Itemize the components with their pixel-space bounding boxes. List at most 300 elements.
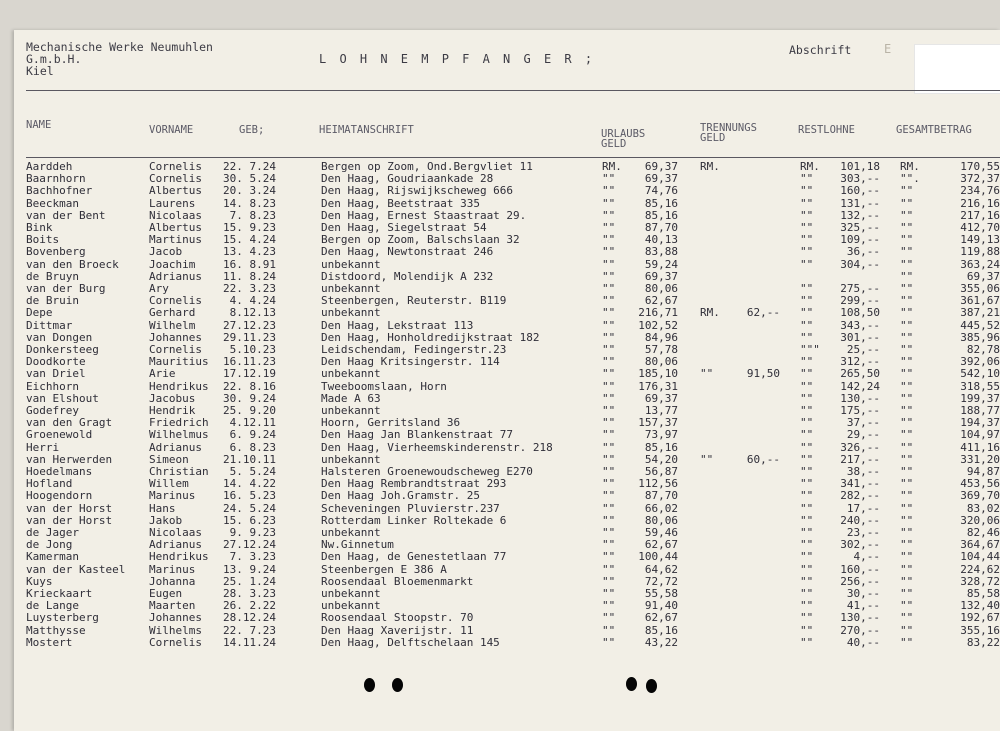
row-heimat: Den Haag, de Genestetlaan 77 [321, 550, 507, 564]
row-geb: 14.11.24 [223, 635, 276, 649]
row-name: van den Broeck [26, 257, 119, 271]
row-gesamt-cur: "" [900, 404, 914, 417]
row-trennung-cur: "" [700, 367, 714, 381]
row-geb: 30. 5.24 [223, 172, 276, 186]
row-name: Depe [26, 306, 53, 320]
row-geb: 15. 6.23 [223, 513, 276, 527]
row-gesamt: 331,20 [960, 452, 1000, 466]
row-rest-cur: "" [800, 233, 814, 247]
row-geb: 28. 3.23 [223, 587, 276, 600]
row-rest-cur: "" [800, 635, 814, 649]
row-gesamt: 170,55 [960, 160, 1000, 173]
row-gesamt-cur: "" [900, 208, 914, 222]
row-name: Krieckaart [26, 587, 93, 600]
row-rest-cur: "" [800, 465, 814, 478]
row-name: Hoogendorn [26, 489, 93, 503]
row-heimat: Den Haag, Delftschelaan 145 [321, 635, 500, 649]
row-heimat: Den Haag Rembrandtstraat 293 [321, 477, 507, 491]
row-name: Godefrey [26, 404, 79, 417]
row-vorname: Wilhelms [149, 623, 202, 637]
row-urlaub-cur: "" [602, 208, 616, 222]
row-gesamt: 85,58 [966, 587, 1000, 600]
row-urlaub: 85,16 [644, 623, 678, 637]
row-gesamt: 234,76 [960, 184, 1000, 198]
row-urlaub: 62,67 [644, 611, 678, 625]
row-gesamt-cur: "" [900, 379, 914, 393]
row-rest-cur: "" [800, 452, 814, 466]
row-heimat: Den Haag, Honholdredijkstraat 182 [321, 330, 540, 344]
row-heimat: unbekannt [321, 367, 381, 381]
row-rest: 4,-- [853, 550, 880, 564]
row-geb: 16. 8.91 [223, 257, 276, 271]
row-geb: 22. 7.24 [223, 160, 276, 173]
row-urlaub: 87,70 [644, 221, 678, 234]
row-geb: 9. 9.23 [229, 526, 276, 539]
row-heimat: Den Haag Joh.Gramstr. 25 [321, 489, 480, 503]
row-rest-cur: "" [800, 184, 814, 198]
row-vorname: Wilhelmus [149, 428, 209, 442]
row-urlaub: 40,13 [644, 233, 678, 247]
row-vorname: Adrianus [149, 269, 202, 283]
row-heimat: Den Haag, Lekstraat 113 [321, 318, 474, 332]
row-gesamt-cur: "" [900, 513, 914, 527]
row-rest-cur: "" [800, 245, 814, 259]
row-geb: 27.12.23 [223, 318, 276, 332]
row-rest: 160,-- [840, 562, 880, 576]
row-geb: 5. 5.24 [229, 465, 276, 478]
row-urlaub: 83,88 [644, 245, 678, 259]
row-gesamt-cur: "" [900, 282, 914, 295]
row-urlaub-cur: "" [602, 428, 616, 442]
col-header-heimat: HEIMATANSCHRIFT [319, 124, 414, 136]
row-urlaub-cur: "" [602, 196, 616, 210]
row-gesamt: 188,77 [960, 404, 1000, 417]
row-gesamt: 194,37 [960, 416, 1000, 430]
row-urlaub: 59,24 [644, 257, 678, 271]
row-urlaub-cur: "" [602, 318, 616, 332]
row-heimat: Nw.Ginnetum [321, 538, 394, 552]
row-urlaub-cur: "" [602, 269, 616, 283]
row-vorname: Cornelis [149, 635, 202, 649]
row-gesamt: 355,06 [960, 282, 1000, 295]
row-rest: 217,-- [840, 452, 880, 466]
row-urlaub-cur: "" [602, 550, 616, 564]
row-rest-cur: "" [800, 416, 814, 430]
row-name: Groenewold [26, 428, 93, 442]
table-row [14, 563, 1000, 576]
table-row [14, 172, 1000, 185]
row-rest: 265,50 [840, 367, 880, 381]
row-urlaub: 62,67 [644, 538, 678, 552]
row-trennung: 91,50 [746, 367, 780, 381]
row-gesamt: 318,55 [960, 379, 1000, 393]
row-heimat: unbekannt [321, 404, 381, 417]
row-urlaub-cur: "" [602, 623, 616, 637]
table-row [14, 514, 1000, 527]
row-gesamt: 387,21 [960, 306, 1000, 320]
row-vorname: Johannes [149, 330, 202, 344]
row-rest: 275,-- [840, 282, 880, 295]
row-gesamt: 392,06 [960, 355, 1000, 369]
white-label-tag [914, 44, 1000, 94]
row-gesamt-cur: "" [900, 428, 914, 442]
row-heimat: Den Haag, Beetstraat 335 [321, 196, 480, 210]
row-rest: 270,-- [840, 623, 880, 637]
row-urlaub: 69,37 [644, 391, 678, 405]
row-rest-cur: "" [800, 599, 814, 613]
row-urlaub: 80,06 [644, 513, 678, 527]
row-geb: 17.12.19 [223, 367, 276, 381]
table-row [14, 575, 1000, 588]
row-gesamt: 372,37 [960, 172, 1000, 186]
table-row [14, 502, 1000, 515]
row-rest-cur: "" [800, 562, 814, 576]
table-row [14, 184, 1000, 197]
row-urlaub: 91,40 [644, 599, 678, 613]
row-heimat: Den Haag, Siegelstraat 54 [321, 221, 487, 234]
table-row [14, 538, 1000, 551]
row-urlaub-cur: "" [602, 587, 616, 600]
row-vorname: Albertus [149, 184, 202, 198]
row-geb: 13. 4.23 [223, 245, 276, 259]
row-vorname: Hendrik [149, 404, 196, 417]
row-rest-cur: "" [800, 501, 814, 515]
row-geb: 5.10.23 [229, 343, 276, 356]
row-rest: 326,-- [840, 440, 880, 454]
row-name: Baarnhorn [26, 172, 86, 186]
row-gesamt: 104,97 [960, 428, 1000, 442]
row-urlaub: 216,71 [638, 306, 678, 320]
row-vorname: Marinus [149, 562, 196, 576]
row-gesamt-cur: "" [900, 587, 914, 600]
row-gesamt: 361,67 [960, 294, 1000, 308]
row-rest-cur: "" [800, 306, 814, 320]
col-header-urlaub: URLAUBS GELD [601, 128, 646, 150]
row-gesamt-cur: "" [900, 269, 914, 283]
row-name: de Jager [26, 526, 79, 539]
row-gesamt-cur: "" [900, 477, 914, 491]
row-trennung: 62,-- [746, 306, 780, 320]
row-name: Kuys [26, 574, 53, 588]
row-name: Bink [26, 221, 53, 234]
row-vorname: Jacob [149, 245, 183, 259]
row-urlaub: 64,62 [644, 562, 678, 576]
row-gesamt: 411,16 [960, 440, 1000, 454]
row-gesamt-cur: "" [900, 330, 914, 344]
table-row [14, 428, 1000, 441]
row-rest: 142,24 [840, 379, 880, 393]
table-row [14, 306, 1000, 319]
row-heimat: Made A 63 [321, 391, 381, 405]
row-urlaub: 13,77 [644, 404, 678, 417]
row-heimat: Bergen op Zoom, Balschslaan 32 [321, 233, 520, 247]
row-gesamt: 363,24 [960, 257, 1000, 271]
row-rest-cur: "" [800, 550, 814, 564]
table-row [14, 526, 1000, 539]
row-name: van Elshout [26, 391, 99, 405]
row-gesamt-cur: "" [900, 440, 914, 454]
row-heimat: unbekannt [321, 306, 381, 320]
row-gesamt-cur: "" [900, 367, 914, 381]
row-gesamt: 369,70 [960, 489, 1000, 503]
row-rest-cur: "" [800, 294, 814, 308]
row-rest-cur: "" [800, 428, 814, 442]
row-gesamt-cur: "" [900, 562, 914, 576]
row-heimat: Roosendaal Stoopstr. 70 [321, 611, 474, 625]
row-geb: 14. 8.23 [223, 196, 276, 210]
row-urlaub: 69,37 [644, 269, 678, 283]
row-vorname: Laurens [149, 196, 196, 210]
row-rest: 256,-- [840, 574, 880, 588]
table-row [14, 160, 1000, 173]
row-urlaub: 69,37 [644, 160, 678, 173]
row-vorname: Cornelis [149, 172, 202, 186]
row-trennung: 60,-- [746, 452, 780, 466]
row-vorname: Friedrich [149, 416, 209, 430]
row-urlaub: 85,16 [644, 440, 678, 454]
row-heimat: unbekannt [321, 452, 381, 466]
punch-hole [392, 678, 403, 692]
row-gesamt-cur: "" [900, 257, 914, 271]
row-urlaub-cur: "" [602, 489, 616, 503]
row-heimat: Hoorn, Gerritsland 36 [321, 416, 461, 430]
row-gesamt: 149,13 [960, 233, 1000, 247]
row-rest-cur: "" [800, 489, 814, 503]
row-geb: 14. 4.22 [223, 477, 276, 491]
row-urlaub-cur: "" [602, 562, 616, 576]
table-row [14, 197, 1000, 210]
row-rest-cur: "" [800, 282, 814, 295]
table-row [14, 416, 1000, 429]
row-vorname: Ary [149, 282, 169, 295]
row-gesamt-cur: "" [900, 623, 914, 637]
row-rest: 343,-- [840, 318, 880, 332]
row-heimat: unbekannt [321, 599, 381, 613]
row-geb: 29.11.23 [223, 330, 276, 344]
row-vorname: Christian [149, 465, 209, 478]
row-name: van Dongen [26, 330, 93, 344]
col-header-vorname: VORNAME [149, 124, 194, 136]
row-vorname: Cornelis [149, 343, 202, 356]
row-heimat: Den Haag Xaverijstr. 11 [321, 623, 474, 637]
row-geb: 7. 3.23 [229, 550, 276, 564]
row-name: Bachhofner [26, 184, 93, 198]
row-gesamt-cur: "" [900, 611, 914, 625]
row-urlaub-cur: "" [602, 513, 616, 527]
row-gesamt-cur: "" [900, 233, 914, 247]
row-rest: 109,-- [840, 233, 880, 247]
row-geb: 15. 9.23 [223, 221, 276, 234]
row-gesamt: 69,37 [966, 269, 1000, 283]
row-heimat: Leidschendam, Fedingerstr.23 [321, 343, 507, 356]
table-row [14, 380, 1000, 393]
row-vorname: Johannes [149, 611, 202, 625]
row-heimat: Distdoord, Molendijk A 232 [321, 269, 494, 283]
row-rest: 304,-- [840, 257, 880, 271]
row-urlaub-cur: "" [602, 526, 616, 539]
row-name: Kamerman [26, 550, 79, 564]
row-rest-cur: RM. [800, 160, 820, 173]
table-row [14, 599, 1000, 612]
row-geb: 4. 4.24 [229, 294, 276, 308]
table-row [14, 477, 1000, 490]
row-urlaub-cur: "" [602, 294, 616, 308]
table-row [14, 270, 1000, 283]
row-vorname: Cornelis [149, 294, 202, 308]
row-heimat: Scheveningen Pluvierstr.237 [321, 501, 500, 515]
row-gesamt-cur: "" [900, 355, 914, 369]
row-urlaub-cur: "" [602, 599, 616, 613]
row-rest-cur: "" [800, 379, 814, 393]
row-urlaub: 87,70 [644, 489, 678, 503]
row-name: de Lange [26, 599, 79, 613]
row-gesamt: 320,06 [960, 513, 1000, 527]
row-urlaub-cur: "" [602, 416, 616, 430]
row-heimat: Roosendaal Bloemenmarkt [321, 574, 474, 588]
row-vorname: Maarten [149, 599, 196, 613]
row-urlaub: 56,87 [644, 465, 678, 478]
row-rest: 29,-- [846, 428, 880, 442]
row-urlaub-cur: "" [602, 391, 616, 405]
row-rest: 40,-- [846, 635, 880, 649]
row-urlaub: 43,22 [644, 635, 678, 649]
row-geb: 13. 9.24 [223, 562, 276, 576]
row-name: Luysterberg [26, 611, 99, 625]
row-heimat: unbekannt [321, 257, 381, 271]
table-row [14, 355, 1000, 368]
company-line-3: Kiel [26, 64, 54, 78]
row-gesamt-cur: "" [900, 184, 914, 198]
row-rest-cur: "" [800, 391, 814, 405]
row-gesamt-cur: "" [900, 221, 914, 234]
row-rest: 37,-- [846, 416, 880, 430]
col-header-geb: GEB; [239, 124, 265, 136]
row-rest-cur: "" [800, 611, 814, 625]
row-gesamt-cur: RM. [900, 160, 920, 173]
row-urlaub: 157,37 [638, 416, 678, 430]
row-rest-cur: "" [800, 330, 814, 344]
row-gesamt-cur: "" [900, 196, 914, 210]
row-gesamt-cur: "" [900, 538, 914, 552]
row-rest: 132,-- [840, 208, 880, 222]
table-row [14, 392, 1000, 405]
row-rest: 23,-- [846, 526, 880, 539]
table-row [14, 245, 1000, 258]
row-rest: 341,-- [840, 477, 880, 491]
row-rest-cur: "" [800, 513, 814, 527]
row-vorname: Hendrikus [149, 379, 209, 393]
table-row [14, 550, 1000, 563]
row-gesamt: 82,46 [966, 526, 1000, 539]
row-urlaub-cur: "" [602, 501, 616, 515]
row-gesamt-cur: "" [900, 416, 914, 430]
row-heimat: Den Haag, Ernest Staastraat 29. [321, 208, 527, 222]
row-urlaub: 100,44 [638, 550, 678, 564]
row-heimat: Steenbergen, Reuterstr. B119 [321, 294, 507, 308]
row-urlaub-cur: "" [602, 538, 616, 552]
row-rest: 25,-- [846, 343, 880, 356]
row-urlaub-cur: "" [602, 379, 616, 393]
row-heimat: Bergen op Zoom, Ond.Bergvliet 11 [321, 160, 533, 173]
table-row [14, 636, 1000, 649]
row-vorname: Mauritius [149, 355, 209, 369]
row-heimat: Tweeboomslaan, Horn [321, 379, 447, 393]
row-name: Aarddeh [26, 160, 73, 173]
row-geb: 26. 2.22 [223, 599, 276, 613]
row-gesamt-cur: "" [900, 465, 914, 478]
row-gesamt-cur: "" [900, 489, 914, 503]
row-urlaub: 66,02 [644, 501, 678, 515]
row-vorname: Adrianus [149, 440, 202, 454]
row-vorname: Joachim [149, 257, 196, 271]
punch-hole [626, 677, 637, 691]
table-row [14, 465, 1000, 478]
row-vorname: Hans [149, 501, 176, 515]
row-urlaub: 176,31 [638, 379, 678, 393]
row-rest: 160,-- [840, 184, 880, 198]
row-urlaub-cur: "" [602, 257, 616, 271]
row-gesamt: 216,16 [960, 196, 1000, 210]
row-gesamt-cur: "" [900, 550, 914, 564]
row-vorname: Nicolaas [149, 208, 202, 222]
row-name: van der Horst [26, 513, 113, 527]
row-rest-cur: """ [800, 343, 820, 356]
table-row [14, 624, 1000, 637]
table-row [14, 587, 1000, 600]
row-gesamt: 82,78 [966, 343, 1000, 356]
row-name: van Driel [26, 367, 86, 381]
row-name: de Jong [26, 538, 73, 552]
row-heimat: Den Haag, Goudriaankade 28 [321, 172, 494, 186]
punch-hole [364, 678, 375, 692]
row-gesamt: 132,40 [960, 599, 1000, 613]
row-urlaub: 102,52 [638, 318, 678, 332]
row-urlaub: 57,78 [644, 343, 678, 356]
row-gesamt: 104,44 [960, 550, 1000, 564]
row-heimat: Halsteren Groenewoudscheweg E270 [321, 465, 533, 478]
row-rest-cur: "" [800, 538, 814, 552]
row-gesamt: 192,67 [960, 611, 1000, 625]
row-rest: 130,-- [840, 391, 880, 405]
document-title: L O H N E M P F A N G E R ; [319, 52, 596, 66]
row-urlaub-cur: "" [602, 477, 616, 491]
row-gesamt: 224,62 [960, 562, 1000, 576]
row-urlaub-cur: "" [602, 465, 616, 478]
row-geb: 22. 3.23 [223, 282, 276, 295]
row-urlaub-cur: "" [602, 282, 616, 295]
row-gesamt-cur: "" [900, 343, 914, 356]
table-row [14, 404, 1000, 417]
row-urlaub-cur: "" [602, 184, 616, 198]
row-heimat: unbekannt [321, 526, 381, 539]
row-gesamt-cur: "" [900, 318, 914, 332]
table-row [14, 489, 1000, 502]
row-rest: 175,-- [840, 404, 880, 417]
row-urlaub-cur: RM. [602, 160, 622, 173]
table-row [14, 367, 1000, 380]
table-row [14, 282, 1000, 295]
row-gesamt-cur: "" [900, 245, 914, 259]
row-rest: 312,-- [840, 355, 880, 369]
table-row [14, 441, 1000, 454]
row-urlaub: 80,06 [644, 355, 678, 369]
row-urlaub: 72,72 [644, 574, 678, 588]
col-header-rest: RESTLOHNE [798, 124, 855, 136]
col-header-trennung: TRENNUNGS GELD [700, 122, 757, 144]
row-heimat: Steenbergen E 386 A [321, 562, 447, 576]
row-rest-cur: "" [800, 221, 814, 234]
row-rest: 101,18 [840, 160, 880, 173]
